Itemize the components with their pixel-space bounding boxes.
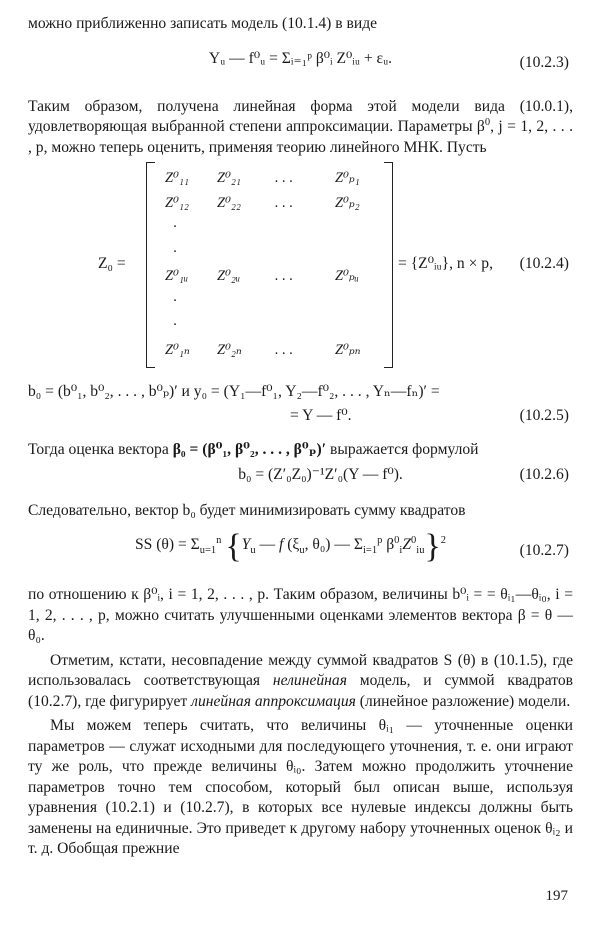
- equation-line: = Y — f⁰.: [290, 407, 352, 424]
- matrix-cell: Z⁰₁ᵤ: [165, 268, 189, 284]
- equation-body: Yᵤ — f⁰ᵤ = Σᵢ₌₁ᵖ β⁰ᵢ Z⁰ᵢᵤ + εᵤ.: [208, 49, 393, 67]
- equation-10-2-7: [28, 529, 573, 575]
- paragraph-estimate: Тогда оценка вектора β₀ = (β⁰₁, β⁰₂, . . . , β⁰ₚ)′ выражается формулой: [28, 441, 479, 458]
- matrix-cell: Z⁰₁ₙ: [165, 341, 190, 358]
- equation-body: b₀ = (Z′₀Z₀)⁻¹Z′₀(Y — f⁰).: [238, 465, 403, 483]
- matrix-lhs: Z₀ =: [98, 255, 126, 272]
- matrix-cell: . . .: [275, 268, 294, 284]
- matrix-cell: Z⁰₂₂: [217, 194, 241, 211]
- paragraph-minimize: Следовательно, вектор b₀ будет минимизировать сумму квадратов: [28, 501, 466, 519]
- intro-line: можно приближенно записать модель (10.1.4) в виде: [28, 15, 378, 32]
- equation-body: SS $(\theta) = \Sigma_{u=1}^n$ {$Y_u$ — f ($\xi_u$, θ₀) — $\Sigma_{i=1}^p$ $\beta^0_iZ^0_{iu}\}^2$: [134, 528, 447, 565]
- equation-number: (10.2.3): [519, 53, 569, 71]
- equation-10-2-5: [28, 382, 573, 430]
- equation-10-2-4: [28, 162, 573, 368]
- matrix-cell: Z⁰ₚₙ: [335, 341, 361, 358]
- equation-number: (10.2.7): [519, 542, 569, 559]
- matrix-cell: ·: [173, 243, 177, 260]
- equation-number: (10.2.5): [519, 407, 569, 424]
- equation-number: (10.2.6): [519, 465, 569, 483]
- page-body: [28, 14, 573, 860]
- matrix-rhs: = {Z⁰ᵢᵤ}, n × p,: [398, 255, 493, 272]
- matrix-cell: Z⁰₁₂: [165, 194, 189, 211]
- matrix-cell: ·: [173, 219, 177, 235]
- paragraph-improved: по отношению к β⁰ᵢ, i = 1, 2, . . . , p. Таким образом, величины b⁰ᵢ = = θᵢ₁—θᵢ₀, i = 1, 2, . . . , p, можно считать улучшенными оценками элементов вектора β = θ — θ₀.: [28, 586, 573, 644]
- matrix-cell: ·: [173, 292, 177, 309]
- matrix-cell: Z⁰ₚᵤ: [335, 268, 359, 284]
- paragraph-linear-form: Таким образом, получена линейная форма этой модели вида (10.0.1), удовлетворяющая выбранной степени аппроксимации. Параметры $\beta^0$, j = 1, 2, . . . , p, можно теперь оценить, применяя теорию линейного МНК. Пусть: [28, 97, 573, 156]
- matrix-cell: Z⁰₂ᵤ: [217, 268, 241, 284]
- paragraph-iteration: Мы можем теперь считать, что величины θᵢ₁ — уточненные оценки параметров — служат исходными для последующего уточнения, т. е. они играют ту же роль, что прежде величины θᵢ₀. Затем можно продолжить уточнение параметров точно тем способом, который был описан выше, используя уравнения (10.2.1) и (10.2.7), в которых все нулевые индексы должны быть заменены на единичные. Это приведет к другому набору уточненных оценок θᵢ₂ и т. д. Обобщая прежние: [28, 717, 573, 857]
- matrix-cell: . . .: [275, 194, 294, 211]
- matrix-cell: Z⁰₂₁: [217, 170, 241, 186]
- matrix-cell: Z⁰₂ₙ: [217, 341, 242, 358]
- paragraph-note: Отметим, кстати, несовпадение между суммой квадратов S (θ) в (10.1.5), где использовалась соответствующая нелинейная модель, и суммой квадратов (10.2.7), где фигурирует линейная аппроксимация (линейное разложение) модели.: [28, 651, 573, 710]
- equation-line: b₀ = (b⁰₁, b⁰₂, . . . , b⁰ₚ)′ и y₀ = (Y₁—f⁰₁, Y₂—f⁰₂, . . . , Yₙ—fₙ)′ =: [28, 383, 440, 400]
- equation-10-2-3: [28, 43, 573, 83]
- page-number: 197: [545, 888, 568, 904]
- equation-10-2-6: [28, 465, 573, 491]
- equation-number: (10.2.4): [519, 255, 569, 272]
- matrix-cell: . . .: [275, 341, 294, 358]
- matrix-cell: Z⁰₁₁: [165, 170, 189, 186]
- matrix-cell: Z⁰ₚ₂: [335, 194, 360, 211]
- matrix-cell: . . .: [275, 170, 294, 186]
- matrix-z0: [146, 162, 393, 368]
- matrix-cell: ·: [173, 317, 177, 333]
- matrix-cell: Z⁰ₚ₁: [335, 170, 360, 186]
